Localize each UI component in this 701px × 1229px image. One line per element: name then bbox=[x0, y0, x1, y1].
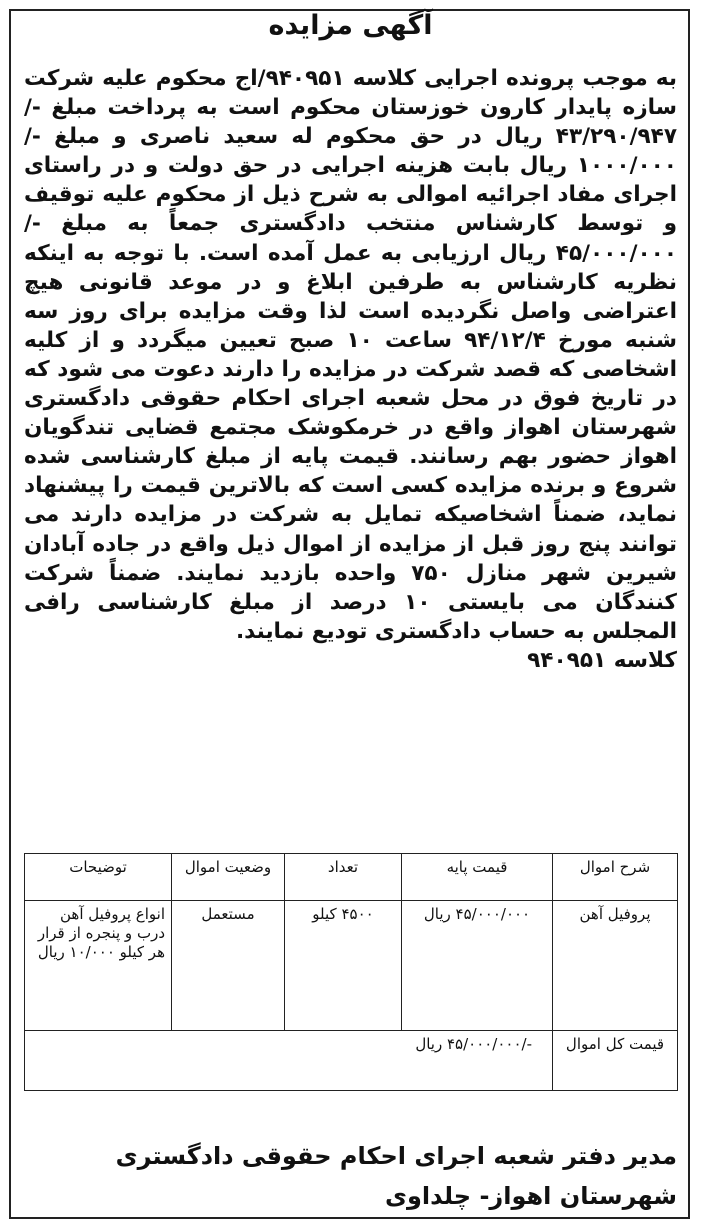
cell-item: پروفیل آهن bbox=[553, 901, 678, 1031]
total-label: قیمت کل اموال bbox=[553, 1031, 678, 1091]
goods-table bbox=[24, 853, 678, 1091]
table-header-row bbox=[25, 854, 678, 901]
table-total-row bbox=[25, 1031, 678, 1091]
header-item: شرح اموال bbox=[553, 854, 678, 901]
cell-base-price: ۴۵/۰۰۰/۰۰۰ ریال bbox=[402, 901, 553, 1031]
cell-notes: انواع پروفیل آهن درب و پنجره از قرار هر کیلو ۱۰/۰۰۰ ریال bbox=[25, 901, 172, 1031]
total-value: -/۴۵/۰۰۰/۰۰۰ ریال bbox=[25, 1031, 553, 1091]
cell-status: مستعمل bbox=[172, 901, 285, 1031]
header-base-price: قیمت پایه bbox=[402, 854, 553, 901]
notice-body bbox=[24, 64, 677, 675]
header-notes: توضیحات bbox=[25, 854, 172, 901]
notice-title: آگهی مزایده bbox=[268, 10, 433, 41]
header-status: وضعیت اموال bbox=[172, 854, 285, 901]
header-quantity: تعداد bbox=[285, 854, 402, 901]
table-row bbox=[25, 901, 678, 1031]
notice-body-text: به موجب پرونده اجرایی کلاسه ۹۴۰۹۵۱/اج محکوم علیه شرکت سازه پایدار کارون خوزستان محکوم است به پرداخت مبلغ -/۴۳/۲۹۰/۹۴۷ ریال در حق محکوم له سعید ناصری و مبلغ -/۱۰۰۰/۰۰۰ ریال بابت هزینه اجرایی در حق دولت و در راستای اجرای مفاد اجرائیه اموالی به شرح ذیل از محکوم علیه توقیف و توسط کارشناس منتخب دادگستری جمعاً به مبلغ -/۴۵/۰۰۰/۰۰۰ ریال ارزیابی به عمل آمده است. با توجه به اینکه نظریه کارشناس به طرفین ابلاغ و در موعد قانونی هیچ اعتراضی واصل نگردیده است لذا وقت مزایده برای روز سه شنبه مورخ ۹۴/۱۲/۴ ساعت ۱۰ صبح تعیین میگردد و از کلیه اشخاصی که قصد شرکت در مزایده را دارند دعوت می شود که در تاریخ فوق در محل شعبه اجرای احکام حقوقی دادگستری شهرستان اهواز واقع در خرمکوشک مجتمع قضایی تندگویان اهواز حضور بهم رسانند. قیمت پایه از مبلغ کارشناسی شده شروع و برنده مزایده کسی است که بالاترین قیمت را پیشنهاد نماید، ضمناً اشخاصیکه تمایل به شرکت در مزایده دارند می توانند پنج روز قبل از مزایده از اموال ذیل واقع در جاده آبادان شیرین شهر منازل ۷۵۰ واحده بازدید نمایند. ضمناً شرکت کنندگان می بایستی ۱۰ درصد از مبلغ کارشناسی رافی المجلس به حساب دادگستری تودیع نمایند. bbox=[24, 66, 677, 644]
cell-quantity: ۴۵۰۰ کیلو bbox=[285, 901, 402, 1031]
file-reference: کلاسه ۹۴۰۹۵۱ bbox=[527, 647, 677, 673]
signature-block: مدیر دفتر شعبه اجرای احکام حقوقی دادگستری شهرستان اهواز- چلداوی bbox=[115, 1142, 677, 1210]
